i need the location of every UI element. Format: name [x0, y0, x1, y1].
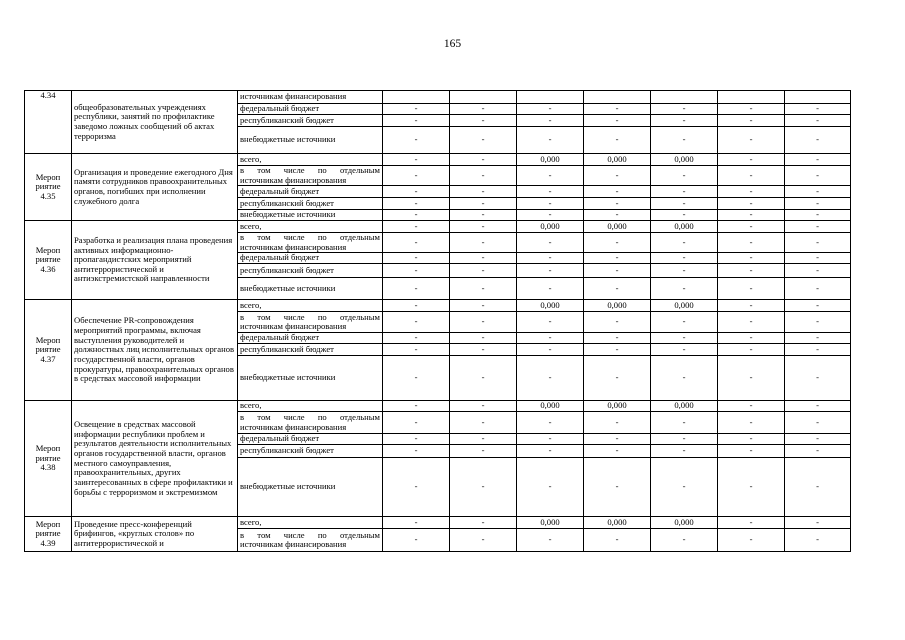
amount-cell: -: [718, 333, 785, 344]
amount-cell: -: [517, 127, 584, 154]
amount-cell: -: [785, 278, 851, 300]
amount-cell: -: [584, 445, 651, 458]
amount-cell: 0,000: [584, 220, 651, 232]
amount-cell: -: [383, 529, 450, 552]
funding-source: республиканский бюджет: [238, 198, 383, 210]
amount-cell: -: [383, 312, 450, 333]
amount-cell: [651, 91, 718, 104]
table-row: [25, 154, 851, 166]
amount-cell: -: [651, 264, 718, 278]
amount-cell: 0,000: [584, 517, 651, 529]
amount-cell: -: [383, 264, 450, 278]
amount-cell: -: [517, 356, 584, 401]
amount-cell: -: [718, 312, 785, 333]
amount-cell: -: [584, 198, 651, 210]
amount-cell: -: [718, 115, 785, 127]
funding-source: республиканский бюджет: [238, 264, 383, 278]
amount-cell: -: [785, 210, 851, 221]
amount-cell: -: [383, 517, 450, 529]
amount-cell: -: [785, 166, 851, 186]
amount-cell: -: [718, 166, 785, 186]
amount-cell: -: [718, 529, 785, 552]
amount-cell: -: [718, 344, 785, 356]
amount-cell: 0,000: [651, 154, 718, 166]
funding-source: федеральный бюджет: [238, 104, 383, 115]
amount-cell: -: [450, 115, 517, 127]
amount-cell: -: [517, 344, 584, 356]
amount-cell: -: [383, 115, 450, 127]
amount-cell: -: [651, 186, 718, 198]
amount-cell: -: [517, 104, 584, 115]
amount-cell: -: [785, 344, 851, 356]
amount-cell: -: [785, 412, 851, 434]
amount-cell: -: [651, 232, 718, 252]
amount-cell: -: [584, 232, 651, 252]
amount-cell: -: [450, 529, 517, 552]
amount-cell: -: [450, 220, 517, 232]
amount-cell: [785, 91, 851, 104]
amount-cell: -: [383, 458, 450, 517]
amount-cell: -: [785, 264, 851, 278]
amount-cell: -: [383, 198, 450, 210]
amount-cell: [450, 91, 517, 104]
funding-source: в том числе по отдельным источникам финансирования: [238, 166, 383, 186]
amount-cell: -: [584, 412, 651, 434]
amount-cell: -: [517, 278, 584, 300]
amount-cell: [584, 91, 651, 104]
amount-cell: 0,000: [651, 220, 718, 232]
funding-source: всего,: [238, 517, 383, 529]
amount-cell: -: [584, 344, 651, 356]
measure-id: Мероп риятие 4.39: [25, 517, 72, 552]
amount-cell: -: [651, 198, 718, 210]
amount-cell: -: [785, 154, 851, 166]
amount-cell: -: [383, 210, 450, 221]
amount-cell: -: [517, 115, 584, 127]
funding-source: всего,: [238, 154, 383, 166]
amount-cell: -: [651, 253, 718, 264]
amount-cell: -: [651, 445, 718, 458]
amount-cell: -: [584, 458, 651, 517]
funding-source: федеральный бюджет: [238, 333, 383, 344]
amount-cell: -: [785, 445, 851, 458]
amount-cell: -: [785, 458, 851, 517]
amount-cell: -: [584, 278, 651, 300]
amount-cell: -: [383, 166, 450, 186]
amount-cell: -: [651, 333, 718, 344]
amount-cell: [383, 91, 450, 104]
amount-cell: 0,000: [584, 154, 651, 166]
measure-name: Обеспечение PR-сопровождения мероприятий программы, включая выступления руководителей и должностных лиц исполнительных органов государственной власти, органов прокуратуры, правоохранительных органов в средствах массовой информации: [72, 300, 238, 401]
funding-source: республиканский бюджет: [238, 344, 383, 356]
amount-cell: -: [718, 458, 785, 517]
amount-cell: -: [718, 186, 785, 198]
amount-cell: -: [517, 412, 584, 434]
amount-cell: -: [785, 115, 851, 127]
amount-cell: -: [718, 253, 785, 264]
amount-cell: -: [785, 356, 851, 401]
amount-cell: -: [584, 253, 651, 264]
funding-source: в том числе по отдельным источникам финансирования: [238, 312, 383, 333]
amount-cell: -: [785, 127, 851, 154]
amount-cell: -: [718, 356, 785, 401]
amount-cell: -: [517, 210, 584, 221]
amount-cell: -: [383, 104, 450, 115]
amount-cell: -: [383, 300, 450, 312]
amount-cell: -: [718, 127, 785, 154]
amount-cell: -: [450, 333, 517, 344]
measure-id: Мероп риятие 4.38: [25, 401, 72, 517]
amount-cell: -: [383, 445, 450, 458]
amount-cell: -: [517, 445, 584, 458]
amount-cell: -: [584, 312, 651, 333]
amount-cell: -: [383, 154, 450, 166]
funding-source: внебюджетные источники: [238, 210, 383, 221]
amount-cell: -: [383, 220, 450, 232]
amount-cell: -: [785, 232, 851, 252]
amount-cell: -: [383, 401, 450, 412]
page-number: 165: [443, 38, 462, 50]
amount-cell: -: [517, 166, 584, 186]
amount-cell: -: [383, 344, 450, 356]
amount-cell: -: [651, 356, 718, 401]
amount-cell: -: [584, 356, 651, 401]
funding-source: федеральный бюджет: [238, 253, 383, 264]
table-row: [25, 401, 851, 412]
amount-cell: -: [651, 166, 718, 186]
amount-cell: -: [383, 412, 450, 434]
measure-name: общеобразовательных учреждениях республики, занятий по профилактике заведомо ложных сообщений об актах терроризма: [72, 91, 238, 154]
amount-cell: -: [517, 434, 584, 445]
amount-cell: -: [383, 253, 450, 264]
amount-cell: -: [785, 253, 851, 264]
amount-cell: -: [517, 333, 584, 344]
amount-cell: -: [450, 198, 517, 210]
funding-source: всего,: [238, 220, 383, 232]
amount-cell: -: [517, 264, 584, 278]
amount-cell: 0,000: [517, 401, 584, 412]
amount-cell: -: [651, 127, 718, 154]
amount-cell: -: [785, 198, 851, 210]
amount-cell: -: [785, 333, 851, 344]
amount-cell: -: [450, 517, 517, 529]
funding-source: источникам финансирования: [238, 91, 383, 104]
amount-cell: -: [584, 115, 651, 127]
amount-cell: -: [450, 412, 517, 434]
amount-cell: 0,000: [517, 300, 584, 312]
amount-cell: -: [718, 300, 785, 312]
amount-cell: -: [785, 186, 851, 198]
amount-cell: -: [651, 412, 718, 434]
amount-cell: -: [651, 312, 718, 333]
amount-cell: -: [517, 529, 584, 552]
measure-id: Мероп риятие 4.36: [25, 220, 72, 299]
amount-cell: -: [450, 253, 517, 264]
amount-cell: 0,000: [651, 517, 718, 529]
amount-cell: -: [383, 278, 450, 300]
amount-cell: -: [718, 401, 785, 412]
measure-id: 4.34: [25, 91, 72, 154]
funding-source: внебюджетные источники: [238, 356, 383, 401]
amount-cell: 0,000: [651, 300, 718, 312]
amount-cell: -: [383, 127, 450, 154]
amount-cell: -: [517, 458, 584, 517]
amount-cell: -: [450, 232, 517, 252]
amount-cell: -: [651, 115, 718, 127]
amount-cell: -: [517, 312, 584, 333]
amount-cell: -: [718, 445, 785, 458]
amount-cell: -: [785, 104, 851, 115]
amount-cell: 0,000: [517, 154, 584, 166]
amount-cell: -: [517, 186, 584, 198]
amount-cell: -: [450, 356, 517, 401]
amount-cell: -: [450, 300, 517, 312]
amount-cell: -: [785, 517, 851, 529]
funding-source: всего,: [238, 401, 383, 412]
funding-source: республиканский бюджет: [238, 445, 383, 458]
amount-cell: -: [450, 210, 517, 221]
amount-cell: -: [584, 104, 651, 115]
table-row: [25, 91, 851, 104]
measure-id: Мероп риятие 4.37: [25, 300, 72, 401]
amount-cell: -: [450, 401, 517, 412]
amount-cell: -: [584, 210, 651, 221]
amount-cell: -: [651, 434, 718, 445]
funding-source: в том числе по отдельным источникам финансирования: [238, 412, 383, 434]
amount-cell: -: [450, 278, 517, 300]
amount-cell: -: [718, 278, 785, 300]
funding-source: федеральный бюджет: [238, 434, 383, 445]
amount-cell: [718, 91, 785, 104]
amount-cell: -: [450, 445, 517, 458]
amount-cell: -: [450, 104, 517, 115]
amount-cell: -: [517, 232, 584, 252]
amount-cell: -: [383, 434, 450, 445]
funding-source: всего,: [238, 300, 383, 312]
amount-cell: -: [785, 401, 851, 412]
amount-cell: -: [651, 529, 718, 552]
amount-cell: -: [718, 517, 785, 529]
amount-cell: -: [383, 232, 450, 252]
amount-cell: [517, 91, 584, 104]
funding-source: в том числе по отдельным источникам финансирования: [238, 232, 383, 252]
table-row: [25, 517, 851, 529]
measure-name: Разработка и реализация плана проведения активных информационно-пропагандистских мероприятий антитеррористической и антиэкстремистской направленности: [72, 220, 238, 299]
amount-cell: -: [718, 220, 785, 232]
amount-cell: 0,000: [517, 220, 584, 232]
amount-cell: -: [785, 529, 851, 552]
funding-source: внебюджетные источники: [238, 127, 383, 154]
amount-cell: -: [785, 312, 851, 333]
amount-cell: -: [383, 333, 450, 344]
amount-cell: -: [651, 104, 718, 115]
amount-cell: -: [450, 344, 517, 356]
funding-source: в том числе по отдельным источникам финансирования: [238, 529, 383, 552]
amount-cell: -: [450, 458, 517, 517]
amount-cell: -: [584, 264, 651, 278]
amount-cell: 0,000: [584, 300, 651, 312]
funding-source: федеральный бюджет: [238, 186, 383, 198]
funding-source: внебюджетные источники: [238, 278, 383, 300]
amount-cell: -: [383, 186, 450, 198]
amount-cell: -: [584, 127, 651, 154]
amount-cell: -: [383, 356, 450, 401]
amount-cell: -: [450, 166, 517, 186]
amount-cell: 0,000: [517, 517, 584, 529]
amount-cell: -: [718, 198, 785, 210]
amount-cell: -: [718, 434, 785, 445]
amount-cell: -: [785, 300, 851, 312]
amount-cell: -: [718, 264, 785, 278]
measure-name: Проведение пресс-конференций брифингов, «круглых столов» по антитеррористической и: [72, 517, 238, 552]
funding-source: внебюджетные источники: [238, 458, 383, 517]
amount-cell: -: [450, 154, 517, 166]
amount-cell: -: [450, 127, 517, 154]
budget-table: [24, 90, 851, 552]
amount-cell: -: [450, 186, 517, 198]
amount-cell: -: [651, 458, 718, 517]
amount-cell: -: [584, 333, 651, 344]
amount-cell: -: [718, 232, 785, 252]
amount-cell: -: [450, 434, 517, 445]
amount-cell: -: [584, 166, 651, 186]
amount-cell: -: [651, 278, 718, 300]
amount-cell: -: [584, 186, 651, 198]
amount-cell: -: [517, 198, 584, 210]
amount-cell: -: [450, 312, 517, 333]
amount-cell: -: [651, 344, 718, 356]
measure-name: Освещение в средствах массовой информации республики проблем и результатов деятельности исполнительных органов государственной власти, органов местного самоуправления, правоохранительных, других заинтересованных в сфере профилактики и борьбы с терроризмом и экстремизмом: [72, 401, 238, 517]
amount-cell: -: [718, 154, 785, 166]
table-row: [25, 300, 851, 312]
table-row: [25, 220, 851, 232]
amount-cell: -: [584, 529, 651, 552]
amount-cell: -: [517, 253, 584, 264]
funding-source: республиканский бюджет: [238, 115, 383, 127]
amount-cell: -: [450, 264, 517, 278]
amount-cell: -: [718, 104, 785, 115]
amount-cell: -: [785, 434, 851, 445]
amount-cell: -: [718, 210, 785, 221]
amount-cell: -: [651, 210, 718, 221]
amount-cell: -: [584, 434, 651, 445]
measure-id: Мероп риятие 4.35: [25, 154, 72, 221]
amount-cell: 0,000: [651, 401, 718, 412]
amount-cell: -: [785, 220, 851, 232]
measure-name: Организация и проведение ежегодного Дня памяти сотрудников правоохранительных органов, погибших при исполнении служебного долга: [72, 154, 238, 221]
amount-cell: -: [718, 412, 785, 434]
amount-cell: 0,000: [584, 401, 651, 412]
